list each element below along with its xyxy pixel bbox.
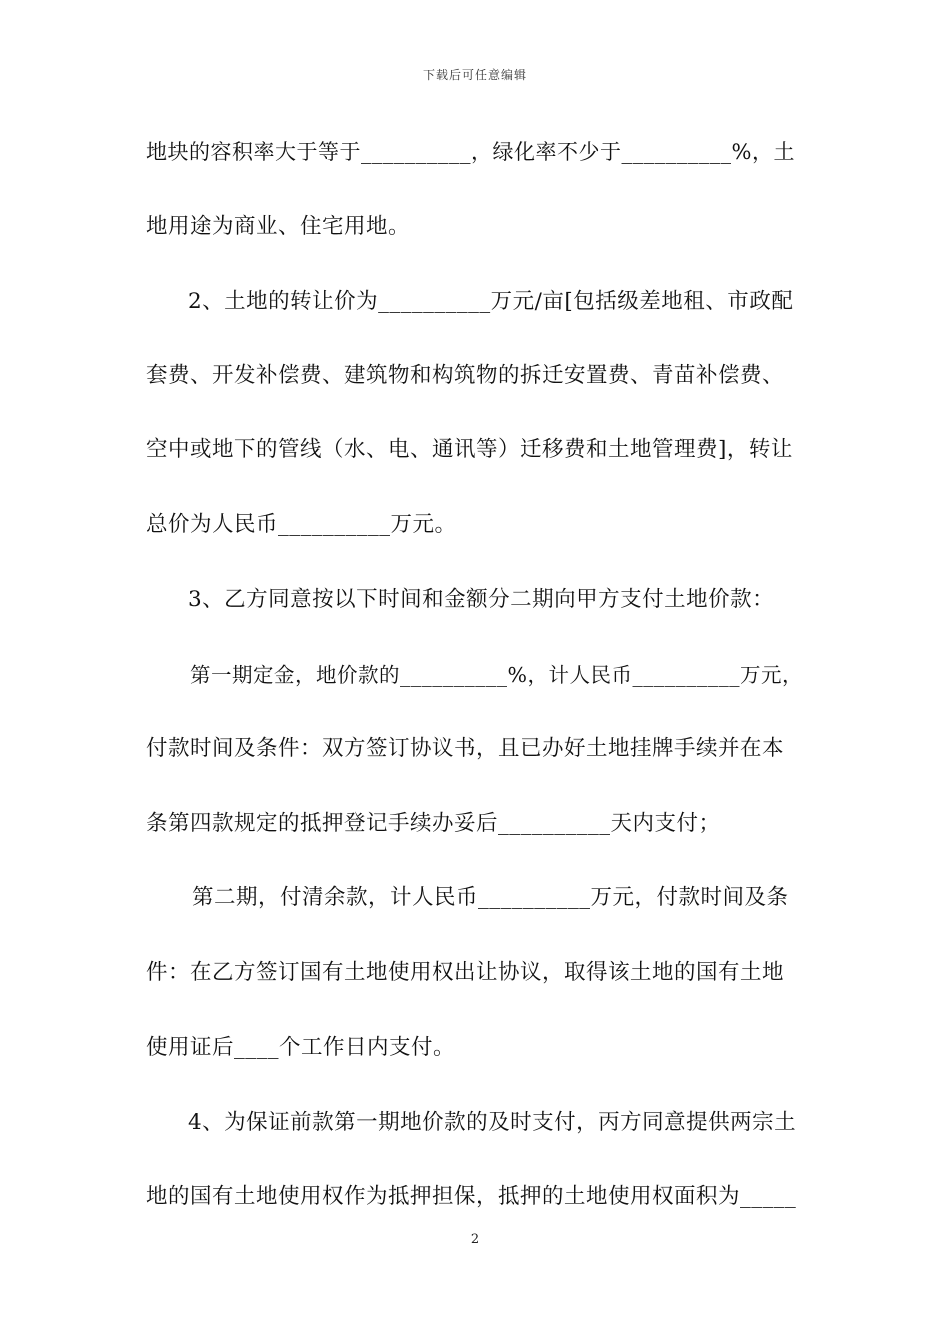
page-header: 下载后可任意编辑 [422,68,527,82]
body-line: 使用证后____个工作日内支付。 [146,1035,456,1060]
body-line: 套费、开发补偿费、建筑物和构筑物的拆迁安置费、青苗补偿费、 [146,363,785,388]
body-line: 2、土地的转让价为__________万元/亩[包括级差地租、市政配 [188,289,794,314]
body-line: 空中或地下的管线（水、电、通讯等）迁移费和土地管理费]，转让 [146,437,793,462]
body-line: 地用途为商业、住宅用地。 [146,214,411,239]
body-line: 第一期定金，地价款的__________%，计人民币__________万元， [190,663,803,687]
page-number: 2 [470,1232,480,1247]
body-line: 地的国有土地使用权作为抵押担保，抵押的土地使用权面积为_____ [146,1184,797,1209]
body-line: 条第四款规定的抵押登记手续办妥后__________天内支付； [146,811,721,836]
body-line: 总价为人民币__________万元。 [146,512,457,537]
body-line: 件：在乙方签订国有土地使用权出让协议，取得该土地的国有土地 [146,960,785,985]
body-line: 第二期，付清余款，计人民币__________万元，付款时间及条 [192,885,789,910]
body-line: 地块的容积率大于等于__________，绿化率不少于__________%，土 [146,140,795,164]
body-line: 付款时间及条件：双方签订协议书，且已办好土地挂牌手续并在本 [146,736,785,761]
body-line: 4、为保证前款第一期地价款的及时支付，丙方同意提供两宗土 [188,1110,797,1135]
body-line: 3、乙方同意按以下时间和金额分二期向甲方支付土地价款： [188,587,775,612]
